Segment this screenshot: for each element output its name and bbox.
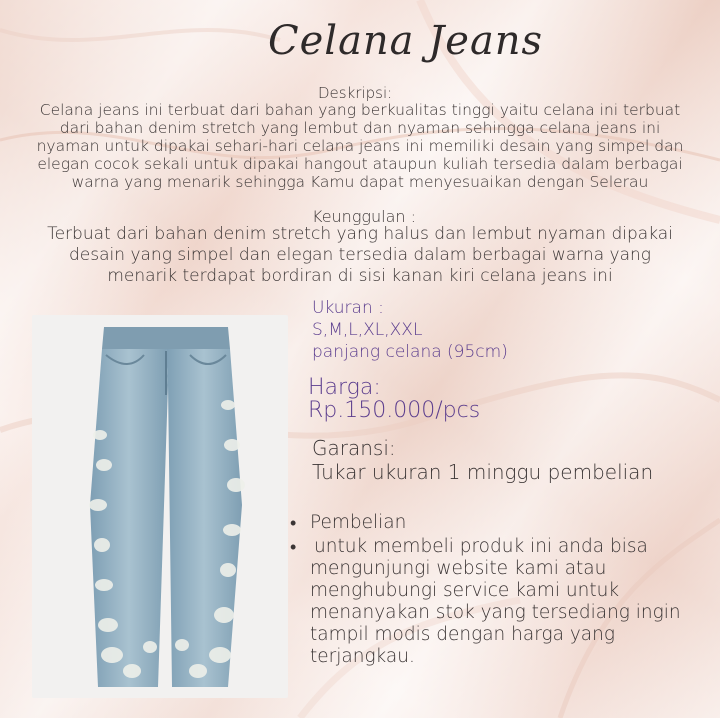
keunggulan-line: menarik terdapat bordiran di sisi kanan kiri celana jeans ini bbox=[107, 266, 613, 286]
keunggulan-line: Terbuat dari bahan denim stretch yang halus dan lembut nyaman dipakai bbox=[47, 224, 673, 244]
keunggulan-heading: Keunggulan : bbox=[312, 207, 417, 226]
keunggulan-line: desain yang simpel dan elegan tersedia dalam berbagai warna yang bbox=[69, 245, 651, 265]
pembelian-line: mengunjungi website kami atau bbox=[310, 558, 607, 579]
pembelian-line: menghubungi service kami untuk bbox=[310, 580, 620, 601]
deskripsi-line: elegan cocok sekali untuk dipakai hangout ataupun kuliah tersedia dalam berbagai bbox=[37, 155, 683, 173]
harga-value: Rp.150.000/pcs bbox=[308, 398, 481, 423]
pembelian-line: menanyakan stok yang tersediang ingin bbox=[310, 602, 681, 623]
deskripsi-line: warna yang menarik sehingga Kamu dapat menyesuaikan dengan Selerau bbox=[71, 173, 649, 191]
jeans-image bbox=[32, 315, 288, 698]
garansi-value: Tukar ukuran 1 minggu pembelian bbox=[312, 460, 654, 484]
pembelian-line: terjangkau. bbox=[310, 646, 415, 667]
pembelian-line: untuk membeli produk ini anda bisa bbox=[314, 536, 648, 557]
bullet-dot: • bbox=[290, 513, 297, 534]
ukuran-sizes: S,M,L,XL,XXL bbox=[312, 320, 423, 340]
deskripsi-line: nyaman untuk dipakai sehari-hari celana jeans ini memiliki desain yang simpel dan bbox=[36, 137, 684, 155]
deskripsi-line: Celana jeans ini terbuat dari bahan yang berkualitas tinggi yaitu celana ini terbuat bbox=[39, 101, 681, 119]
deskripsi-line: dari bahan denim stretch yang lembut dan nyaman sehingga celana jeans ini bbox=[59, 119, 661, 137]
product-photo bbox=[32, 315, 288, 698]
pembelian-line: tampil modis dengan harga yang bbox=[310, 624, 615, 645]
keunggulan-text bbox=[20, 224, 700, 287]
garansi-heading: Garansi: bbox=[312, 436, 396, 460]
deskripsi-text bbox=[20, 101, 700, 191]
deskripsi-heading: Deskripsi: bbox=[318, 84, 393, 102]
ukuran-length: panjang celana (95cm) bbox=[312, 342, 508, 362]
harga-heading: Harga: bbox=[308, 375, 381, 400]
bullet-dot: • bbox=[290, 537, 297, 558]
page-title: Celana Jeans bbox=[268, 18, 544, 64]
ukuran-heading: Ukuran : bbox=[312, 298, 384, 318]
pembelian-heading: Pembelian bbox=[310, 512, 407, 533]
